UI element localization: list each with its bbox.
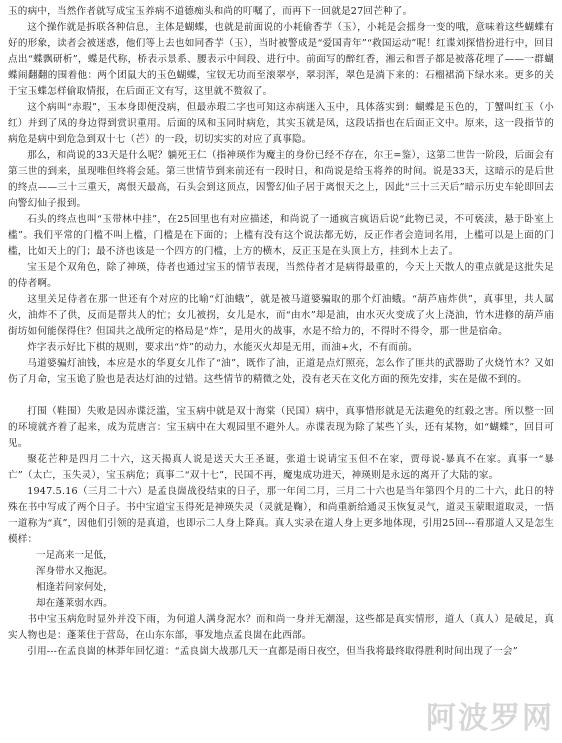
poem-line: 浑身带水又拖泥。 [36,566,113,577]
paragraph: 打围（鞋围）失败是因赤谍泛滥，宝玉病中就是双十海棠（民国）病中，真事惜形就是无法避免的红毂之害。所以整一回的环境就齐着了起来，成为荒唐言：宝玉病中在大观园里不避外人。赤谍表现为除了某些丫头，还有某物，如“蝴蝶”，回目可见。 [8,406,554,449]
paragraph-spacer [8,388,554,404]
paragraph: 聚花芒种是四月二十六，这天揭真人说是送天大王圣诞，张道士说请宝玉但不在家，贾母说-暴真不在家。真事一“暴亡”（太亡，玉失灵），宝玉病危；真事二“双十七”，民国不再，魔鬼成功进天，神瑛则是永远的离开了大陆的家。 [8,454,554,481]
paragraph: 石头的终点也叫“玉带林中挂”，在25回里也有对应描述，和尚说了一通疯言疯语后说“此物已灵，不可亵渎，悬于卧室上槛”。我们平常的门槛不叫上槛，门槛是在下面的；上槛有没有这个说法都无妨，反正作者会造词名用，上槛可以是上面的门槛，比如天上的门；最不济也该是一个四方的门槛，上方的横木，反正玉是在头顶上方，挂到木上去了。 [8,214,554,257]
poem-line: 相逢若问家何处， [36,582,113,593]
paragraph: 宝玉是个双角色，除了神瑛，侍者也通过宝玉的情节表现，当然侍者才是病得最重的，今天上天散人的重点就是这批失足的侍者啊。 [8,262,554,289]
site-watermark: 阿波罗网 [426,701,554,736]
paragraph: 玉的病中，当然作者就写成宝玉养病不道德痴头和尚的叮嘱了，而再下一回就是27回芒种了。 [8,6,413,17]
paragraph: 书中宝玉病危时显外并没下雨，为何道人满身泥水？而和尚一身并无潮湿，这些都是真实情形，道人（真人）是破足，真实人物也是：蓬莱住于营岛，在山东东部，事发地点孟良崮在此西部。 [8,614,554,641]
paragraph: 这里关足侍者在那一世还有个对应的比喻“灯油蛾”，就是被马道婆骗取的那个灯油蛾。“葫芦庙炸供”，真事里，共人属火，油炸不了供，反而是帮共人的忙；女儿被拐，女儿是水，而“由水”却是油，由水灭火变成了火上浇油，竹木进修的葫芦庙街坊如何能保得住？但国共之战所定的格局是“炸”，是用火的战事，水是不给力的，不得时不得令，那一世是宿命。 [8,294,554,337]
paragraph: 这个操作就是拆联各种信息，主体是蝴蝶，也就是前面说的小耗偷香芋（玉），小耗是会摇身一变的哦，意味着这些蝴蝶有好的形象，读者会被迷惑，他们等上去也如同香芋（玉），当时被警成是“爱国青年”“救国运动”呢！红谍刘探惜扮进行中，回目点出“蝶飘研析”，蝶是代称，桥表示景系、腰表示中间段、进行中。前面写的醉红香，湘云和晋子都是被落花埋了——一群蝴蝶闹翻翻的围着他：两个团鼠大的玉色蝴蝶，宝钗无功而至滚翠亭，翠羽浑，翠色是淌下来的：石榴裙淌下绿水来。更多的关于宝玉蝶怎样偷取情报，在后面正文有写，这里就不赘叙了。 [8,22,554,97]
poem-line: 一足高来一足低， [36,550,113,561]
paragraph: 马道婆骗灯油钱，本应是水的华夏女儿作了“油”，既作了油，正道是点灯照亮，怎么作了匪共的武器助了火烧竹木？又如伤了月命，宝玉诡了脸也是表达灯油的过错。这些情节的精微之处，没有老天在文化方面的预先安排，实在是做不到的。 [8,358,554,385]
paragraph: 炸字表示好比下棋的规则，要求出“炸”的动力，水能灭火却是无用，而油+火，不有而前。 [27,342,418,353]
paragraph: 那么，和尚说的33天是什么呢？躺死王仁（指神瑛作为魔主的身份已经不存在，尔王=鉴），这第二世告一阶段，后面会有第三世的到来，虽现唯但终将会延。第三世情节到来前还有一段时日，和尚说是给玉将养的时间。说是33天，这暗示的是后世的终点——三十三重天，离恨天最高，石头会到这顶点，因警幻仙子居于离恨天之上，因此“三十三天后”暗示历史车轮即回去向警幻仙子报到。 [8,150,554,209]
paragraph: 1947.5.16（三月二十六）是孟良崮战役结束的日子，那一年闰二月，三月二十六也是当年第四个月的二十六，此日的特殊在书中写成了两个日子。书中宝道宝玉得死是神瑛失灵（灵就是鞠），和尚重新给通灵玉恢复灵气，道灵玉蒙眼道取灵，一悟一道称为“真”，因他们引领的是真道，也即示二人身上降真。真人实录在道人身上更多地体现，引用25回---看那道人又是怎生模样： [8,486,554,545]
paragraph: 这个病叫“赤瑕”，玉本身即便没病，但最赤瑕二字也可知这赤病迷入玉中，具体落实到：蝴蝶是玉色的，丁蟹叫红玉（小红）并到了凤的身边得到赏识重用。后面的凤和玉同时病危，其实玉就是凤，这段话指也在后面正文中。原来，这一段指节的病危是病中到危急到双十七（芒）的一段，切切实实的对应了真事隐。 [8,102,554,145]
poem-line: 却在蓬莱弱水西。 [36,598,113,609]
paragraph: 引用---在孟良崮的林莽年回忆道：“孟良崮大战那几天一直都是雨日夜空，但当我将最终取得胜利时间出现了一会” [27,646,518,657]
poem-block [8,548,554,612]
